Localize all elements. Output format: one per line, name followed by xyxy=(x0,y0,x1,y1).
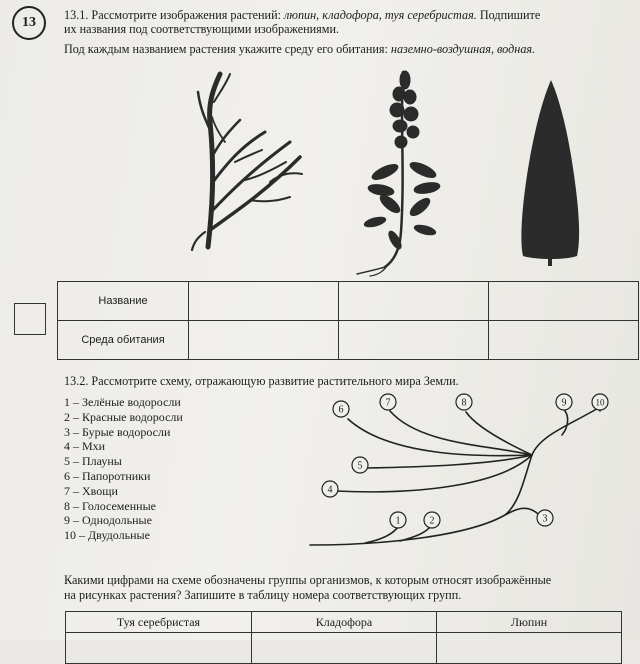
cladophora-twig xyxy=(192,232,205,250)
cladophora-twig xyxy=(212,117,225,142)
answer-cell[interactable] xyxy=(339,282,489,321)
scheme-label-8: 8 xyxy=(461,397,467,409)
legend-item: 9 – Однодольные xyxy=(64,513,152,528)
scheme-label-7: 7 xyxy=(385,397,391,409)
task-number-badge xyxy=(12,6,46,40)
cladophora-main-stem xyxy=(208,74,220,247)
cladophora-illustration xyxy=(190,62,310,262)
lupine-leaf xyxy=(367,183,394,197)
task-text-line-2: их названия под соответствующими изображениями. xyxy=(64,22,340,36)
table-row xyxy=(58,321,639,360)
line3-prefix: Под каждым названием растения укажите среду его обитания: xyxy=(64,42,391,56)
legend-item: 4 – Мхи xyxy=(64,439,106,454)
part2-title: 13.2. Рассмотрите схему, отражающую развитие растительного мира Земли. xyxy=(64,374,459,388)
scheme-label-9: 9 xyxy=(561,397,567,409)
scheme-legend xyxy=(64,395,183,543)
header-cladophora: Кладофора xyxy=(252,612,437,633)
table-row xyxy=(66,633,622,664)
answer-cell[interactable] xyxy=(489,321,639,360)
legend-item: 10 – Двудольные xyxy=(64,528,150,543)
lupine-flower xyxy=(393,87,405,101)
scheme-label-10: 10 xyxy=(595,397,605,408)
cladophora-branch xyxy=(213,132,265,182)
legend-item: 1 – Зелёные водоросли xyxy=(64,395,181,409)
lupine-flower xyxy=(400,71,410,89)
line1-prefix: 13.1. Рассмотрите изображения растений: xyxy=(64,8,285,22)
legend-item: 3 – Бурые водоросли xyxy=(64,424,171,439)
lupine-flower xyxy=(407,126,419,138)
answer-cell[interactable] xyxy=(189,282,339,321)
thuja-trunk xyxy=(548,256,552,266)
lupine-leaf xyxy=(413,181,440,195)
task-number: 13 xyxy=(22,15,36,30)
lupine-leaf xyxy=(408,195,433,218)
legend-item: 2 – Красные водоросли xyxy=(64,409,183,424)
scheme-trunk xyxy=(310,404,600,545)
evolution-scheme xyxy=(300,385,620,555)
lupine-leaf xyxy=(408,160,438,181)
row-header-name: Название xyxy=(58,282,189,321)
scheme-label-6: 6 xyxy=(338,404,344,416)
scheme-label-4: 4 xyxy=(327,484,333,496)
answer-box[interactable] xyxy=(14,303,46,335)
table-header-row xyxy=(66,612,622,633)
answer-cell[interactable] xyxy=(252,633,437,664)
scheme-label-5: 5 xyxy=(357,460,363,472)
legend-item: 5 – Плауны xyxy=(64,454,122,469)
answer-cell[interactable] xyxy=(339,321,489,360)
lupine-leaf xyxy=(378,192,403,215)
lupine-flower xyxy=(390,103,404,117)
thuja-crown xyxy=(521,80,579,259)
lupine-illustration xyxy=(345,62,465,277)
group-numbers-table xyxy=(65,611,622,664)
task-text-line-1 xyxy=(64,8,540,22)
question-line-1: Какими цифрами на схеме обозначены группы организмов, к которым относят изображённые xyxy=(64,573,552,587)
lupine-flower xyxy=(393,120,407,132)
lupine-leaf xyxy=(370,162,400,183)
answer-cell[interactable] xyxy=(189,321,339,360)
lupine-leaf xyxy=(363,215,386,228)
legend-item: 8 – Голосеменные xyxy=(64,498,156,513)
lupine-leaf xyxy=(413,223,436,236)
header-lupine: Люпин xyxy=(437,612,622,633)
habitats-list: наземно-воздушная, водная. xyxy=(390,42,536,56)
line1-suffix: Подпишите xyxy=(476,8,541,22)
scheme-label-1: 1 xyxy=(395,515,401,527)
scheme-branch-5 xyxy=(368,455,532,468)
lupine-root xyxy=(357,267,385,274)
table-row xyxy=(58,282,639,321)
scheme-label-3: 3 xyxy=(542,513,548,525)
lupine-flower xyxy=(404,90,416,104)
question-line-2: на рисунках растения? Запишите в таблицу номера соответствующих групп. xyxy=(64,588,462,602)
names-habitat-table xyxy=(57,281,639,360)
scheme-branch-7 xyxy=(390,411,532,455)
row-header-habitat: Среда обитания xyxy=(58,321,189,360)
thuja-illustration xyxy=(515,78,585,268)
scheme-branch-9 xyxy=(562,411,568,435)
header-thuja: Туя серебристая xyxy=(66,612,252,633)
answer-cell[interactable] xyxy=(66,633,252,664)
answer-cell[interactable] xyxy=(489,282,639,321)
task-text-line-3 xyxy=(64,42,535,56)
legend-item: 7 – Хвощи xyxy=(64,483,118,498)
lupine-flower xyxy=(395,136,407,148)
species-list: люпин, кладофора, туя серебристая. xyxy=(284,8,477,22)
answer-cell[interactable] xyxy=(437,633,622,664)
scheme-label-2: 2 xyxy=(429,515,435,527)
lupine-flower xyxy=(404,107,418,121)
legend-item: 6 – Папоротники xyxy=(64,468,151,483)
